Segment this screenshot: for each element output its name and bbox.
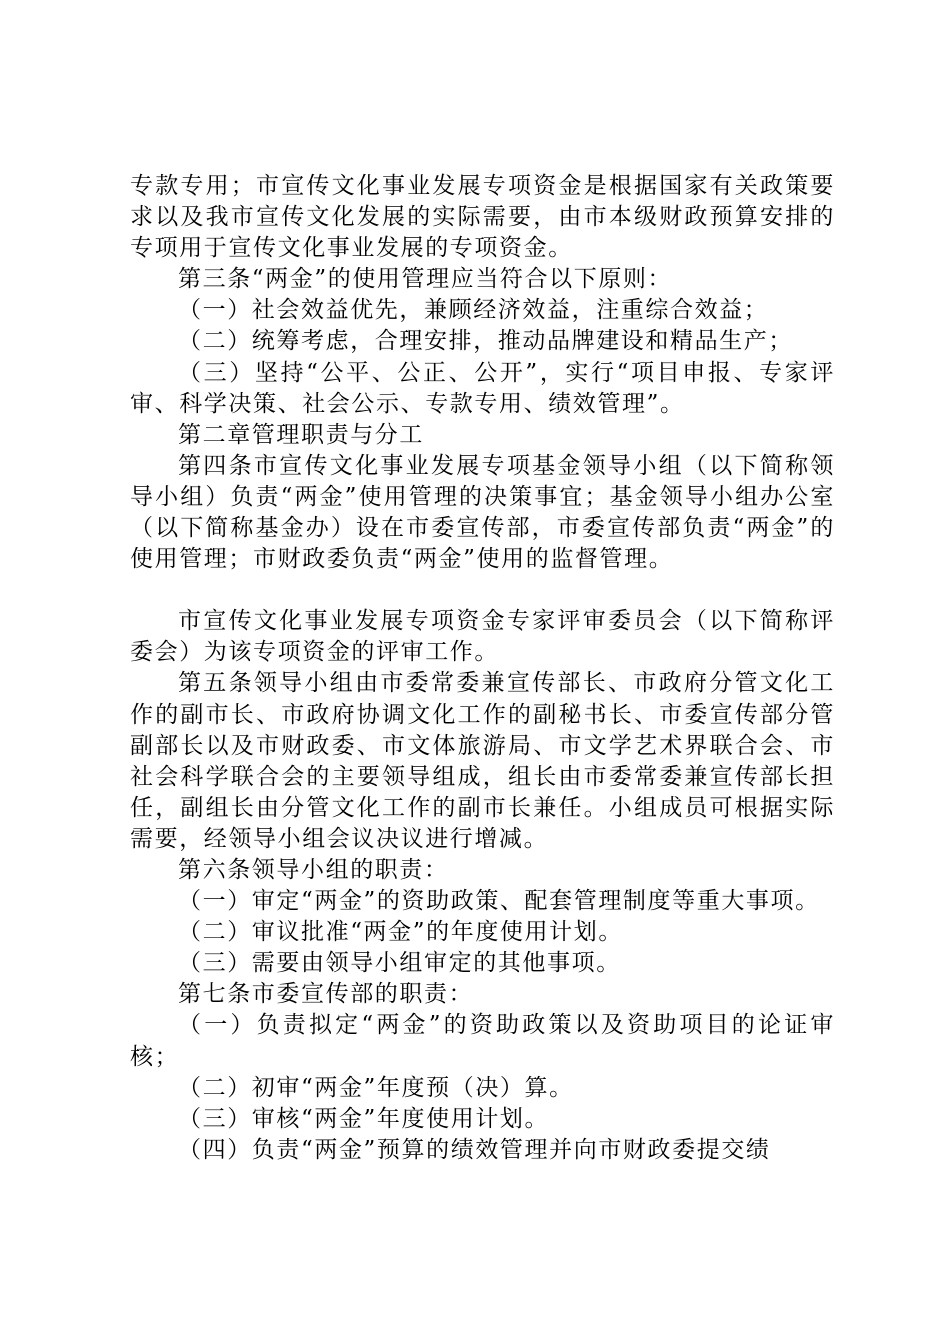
- article-7-item-3: （三）审核“两金”年度使用计划。: [178, 1105, 550, 1132]
- paragraph-continuation: 专款专用；市宣传文化事业发展专项资金是根据国家有关政策要求以及我市宣传文化发展的实际需要，由市本级财政预算安排的专项用于宣传文化事业发展的专项资金。: [130, 173, 835, 262]
- article-3-item-1: （一）社会效益优先，兼顾经济效益，注重综合效益；: [178, 297, 769, 324]
- article-7-heading: 第七条市委宣传部的职责：: [178, 981, 474, 1008]
- article-6-heading: 第六条领导小组的职责：: [178, 856, 449, 883]
- article-7-item-2: （二）初审“两金”年度预（决）算。: [178, 1074, 574, 1101]
- article-5: 第五条领导小组由市委常委兼宣传部长、市政府分管文化工作的副市长、市政府协调文化工作的副秘书长、市委宣传部分管副部长以及市财政委、市文体旅游局、市文学艺术界联合会、市社会科学联合会的主要领导组成，组长由市委常委兼宣传部长担任，副组长由分管文化工作的副市长兼任。小组成员可根据实际需要，经领导小组会议决议进行增减。: [130, 670, 835, 852]
- document-body: [130, 171, 835, 1166]
- article-4: 第四条市宣传文化事业发展专项基金领导小组（以下简称领导小组）负责“两金”使用管理的决策事宜；基金领导小组办公室（以下简称基金办）设在市委宣传部，市委宣传部负责“两金”的使用管理；市财政委负责“两金”使用的监督管理。: [130, 452, 835, 573]
- article-3-heading: 第三条“两金”的使用管理应当符合以下原则：: [178, 266, 673, 293]
- review-committee-paragraph: 市宣传文化事业发展专项资金专家评审委员会（以下简称评委会）为该专项资金的评审工作。: [130, 608, 835, 666]
- article-7-item-1: （一）负责拟定“两金”的资助政策以及资助项目的论证审核；: [130, 1012, 835, 1070]
- article-7-item-4: （四）负责“两金”预算的绩效管理并向市财政委提交绩: [178, 1136, 771, 1163]
- article-3-item-3: （三）坚持“公平、公正、公开”，实行“项目申报、专家评审、科学决策、社会公示、专款专用、绩效管理”。: [130, 359, 835, 417]
- article-6-item-3: （三）需要由领导小组审定的其他事项。: [178, 950, 621, 977]
- chapter-2-heading: 第二章管理职责与分工: [178, 421, 424, 448]
- article-3-item-2: （二）统筹考虑，合理安排，推动品牌建设和精品生产；: [178, 328, 793, 355]
- article-6-item-2: （二）审议批准“两金”的年度使用计划。: [178, 919, 623, 946]
- article-6-item-1: （一）审定“两金”的资助政策、配套管理制度等重大事项。: [178, 888, 820, 915]
